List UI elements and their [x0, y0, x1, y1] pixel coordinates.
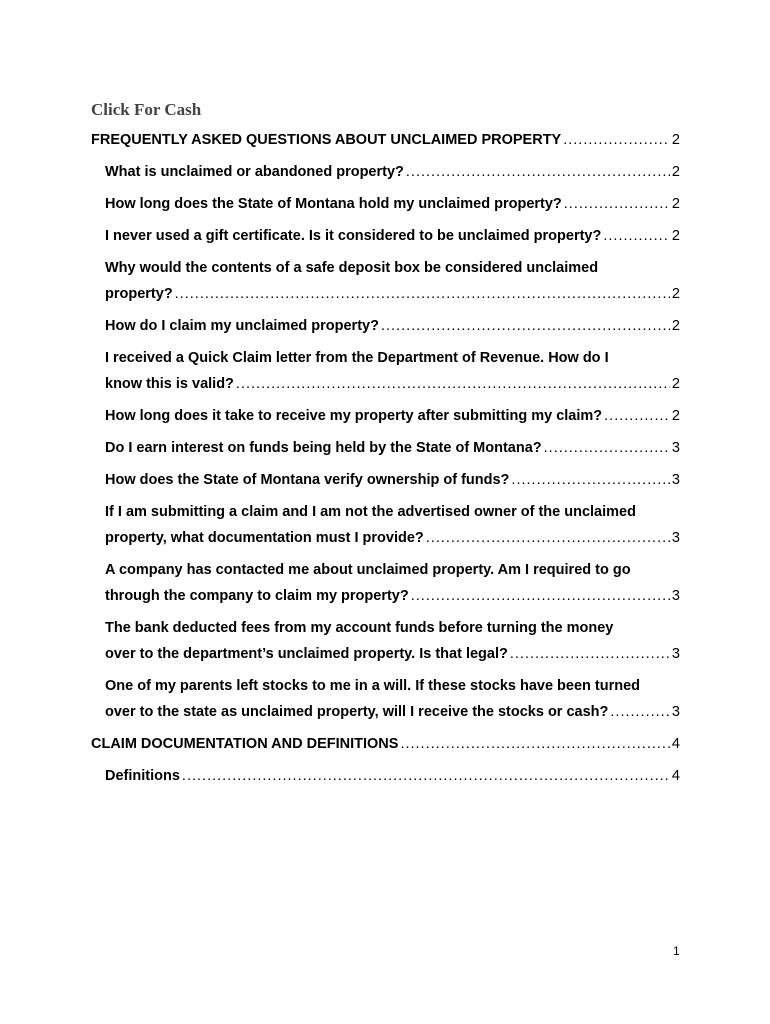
toc-entry-line: [105, 159, 680, 185]
toc-entry-title: FREQUENTLY ASKED QUESTIONS ABOUT UNCLAIMED PROPERTY: [91, 132, 562, 148]
toc-entry-text-line: Why would the contents of a safe deposit box be considered unclaimed: [105, 260, 599, 276]
toc-page-number: 3: [671, 646, 680, 662]
toc-entry-text-line: If I am submitting a claim and I am not the advertised owner of the unclaimed: [105, 504, 636, 520]
toc-entry[interactable]: [91, 127, 680, 153]
toc-page-number: 3: [671, 704, 680, 720]
toc-entry[interactable]: [105, 255, 680, 307]
toc-entry-line: [105, 641, 680, 667]
toc-entry-title: CLAIM DOCUMENTATION AND DEFINITIONS: [91, 736, 399, 752]
dot-leader: [426, 525, 670, 551]
toc-page-number: 3: [671, 530, 680, 546]
toc-entry[interactable]: [105, 345, 680, 397]
toc-entry-line: [105, 403, 680, 429]
dot-leader: [511, 467, 670, 493]
toc-entry-line: [91, 731, 680, 757]
dot-leader: [604, 403, 670, 429]
toc-entry-line: [105, 191, 680, 217]
toc-entry-line: [105, 223, 680, 249]
toc-entry-line: [105, 371, 680, 397]
toc-entry-title: How do I claim my unclaimed property?: [105, 318, 379, 334]
toc-page-number: 4: [671, 768, 680, 784]
toc-entry[interactable]: [105, 499, 680, 551]
toc-page-number: 2: [671, 132, 680, 148]
toc-entry-line: [105, 435, 680, 461]
dot-leader: [182, 763, 670, 789]
toc-page-number: 3: [671, 472, 680, 488]
toc-entry[interactable]: [105, 557, 680, 609]
toc-entry-text-line: The bank deducted fees from my account funds before turning the money: [105, 620, 614, 636]
toc-entry[interactable]: [105, 313, 680, 339]
toc-entry-title: I never used a gift certificate. Is it considered to be unclaimed property?: [105, 228, 602, 244]
toc-entry-line: [105, 281, 680, 307]
toc-entry-title: Do I earn interest on funds being held by the State of Montana?: [105, 440, 542, 456]
dot-leader: [236, 371, 670, 397]
toc-entry[interactable]: [105, 403, 680, 429]
toc-entry[interactable]: [105, 191, 680, 217]
toc-entry[interactable]: [91, 731, 680, 757]
dot-leader: [510, 641, 670, 667]
dot-leader: [610, 699, 670, 725]
table-of-contents: [91, 127, 680, 795]
toc-entry[interactable]: [105, 435, 680, 461]
toc-entry-text-line: A company has contacted me about unclaimed property. Am I required to go: [105, 562, 631, 578]
dot-leader: [563, 127, 670, 153]
toc-entry-line: [105, 467, 680, 493]
toc-entry-title: property, what documentation must I provide?: [105, 530, 424, 546]
toc-entry-title: How long does the State of Montana hold my unclaimed property?: [105, 196, 562, 212]
dot-leader: [603, 223, 670, 249]
toc-page-number: 4: [671, 736, 680, 752]
toc-entry-text-line: I received a Quick Claim letter from the Department of Revenue. How do I: [105, 350, 609, 366]
toc-entry-line: [105, 763, 680, 789]
toc-page-number: 3: [671, 588, 680, 604]
dot-leader: [381, 313, 670, 339]
dot-leader: [406, 159, 670, 185]
dot-leader: [400, 731, 669, 757]
toc-entry[interactable]: [105, 763, 680, 789]
toc-entry-line: [105, 583, 680, 609]
toc-entry[interactable]: [105, 467, 680, 493]
toc-entry-title: know this is valid?: [105, 376, 234, 392]
toc-entry-title: How does the State of Montana verify ownership of funds?: [105, 472, 510, 488]
toc-page-number: 3: [671, 440, 680, 456]
toc-entry-text-line: One of my parents left stocks to me in a will. If these stocks have been turned: [105, 678, 641, 694]
toc-page-number: 2: [671, 164, 680, 180]
toc-page-number: 2: [671, 196, 680, 212]
toc-entry-line: [105, 699, 680, 725]
toc-entry-line: [105, 525, 680, 551]
dot-leader: [411, 583, 670, 609]
toc-entry[interactable]: [105, 159, 680, 185]
page-number: 1: [673, 944, 680, 958]
dot-leader: [544, 435, 670, 461]
toc-page-number: 2: [671, 376, 680, 392]
dot-leader: [564, 191, 670, 217]
toc-entry-title: through the company to claim my property?: [105, 588, 409, 604]
document-title: Click For Cash: [91, 100, 202, 119]
toc-page-number: 2: [671, 408, 680, 424]
toc-entry[interactable]: [105, 615, 680, 667]
toc-entry[interactable]: [105, 223, 680, 249]
toc-entry-title: What is unclaimed or abandoned property?: [105, 164, 404, 180]
toc-entry-title: over to the state as unclaimed property, will I receive the stocks or cash?: [105, 704, 609, 720]
toc-page-number: 2: [671, 286, 680, 302]
toc-entry-title: Definitions: [105, 768, 180, 784]
toc-entry-line: [105, 313, 680, 339]
toc-entry-line: [91, 127, 680, 153]
toc-entry-title: How long does it take to receive my property after submitting my claim?: [105, 408, 603, 424]
toc-entry-title: over to the department’s unclaimed property. Is that legal?: [105, 646, 508, 662]
toc-page-number: 2: [671, 228, 680, 244]
toc-entry-title: property?: [105, 286, 173, 302]
toc-entry[interactable]: [105, 673, 680, 725]
toc-page-number: 2: [671, 318, 680, 334]
dot-leader: [175, 281, 670, 307]
